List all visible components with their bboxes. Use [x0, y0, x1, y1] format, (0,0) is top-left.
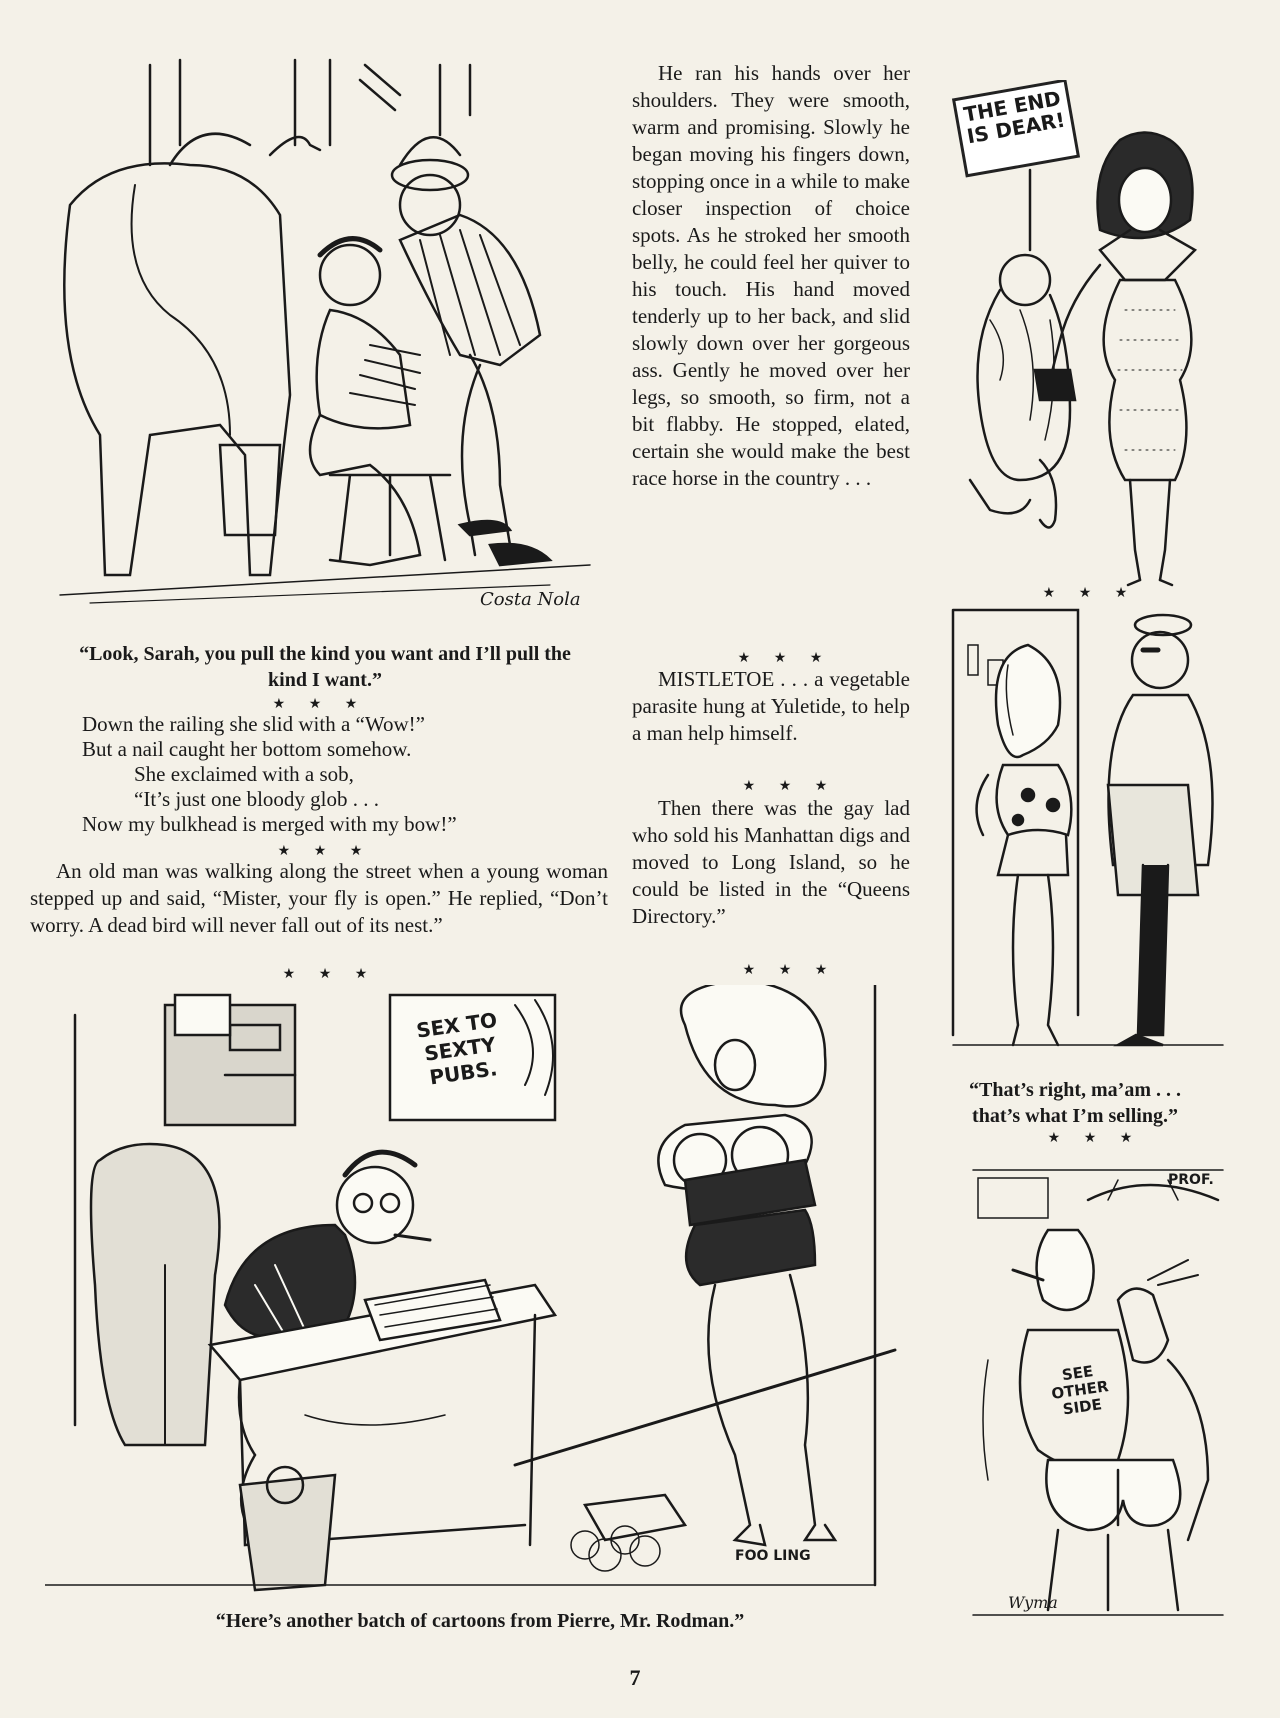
limerick-line: But a nail caught her bottom somehow. [82, 737, 412, 761]
cartoon-selling [948, 605, 1230, 1060]
cartoon-end-is-dear [950, 80, 1230, 590]
queens-joke: Then there was the gay lad who sold his Manhattan digs and moved to Long Island, so he could be listed in the “Queens Directory.” [632, 796, 910, 928]
cartoon-office-caption: “Here’s another batch of cartoons from Pierre, Mr. Rodman.” [215, 1610, 745, 1632]
prof-sign: PROF. [1168, 1172, 1214, 1188]
separator-stars: ★ ★ ★ [277, 844, 373, 859]
cartoon-milking-signature: Costa Nola [480, 589, 581, 610]
limerick-line: She exclaimed with a sob, [134, 762, 354, 786]
separator-stars: ★ ★ ★ [737, 651, 833, 666]
limerick-line: Now my bulkhead is merged with my bow!” [82, 812, 457, 836]
limerick [82, 712, 602, 837]
mistletoe-joke: MISTLETOE . . . a vegetable parasite hung at Yuletide, to help a man help himself. [632, 667, 910, 745]
cartoon-office-signature: FOO LING [735, 1548, 811, 1564]
limerick-line: Down the railing she slid with a “Wow!” [82, 712, 425, 736]
separator-stars: ★ ★ ★ [1042, 586, 1138, 601]
cartoon-milking [30, 55, 605, 615]
cartoon-milking-caption: “Look, Sarah, you pull the kind you want and I’ll pull the kind I want.” [79, 643, 571, 691]
limerick-line: “It’s just one bloody glob . . . [134, 787, 379, 811]
race-horse-joke: He ran his hands over her shoulders. They were smooth, warm and promising. Slowly he began moving his fingers down, stopping once in a while to make closer inspection of choice spots. As he stroked her smooth belly, he could feel her quiver to his touch. His hand moved tenderly up to her back, and slid slowly down over her gorgeous ass. Gently he moved over her legs, so smooth, so firm, not a bit flabby. He stopped, elated, certain she would make the best race horse in the country . . . [632, 61, 910, 490]
page-number: 7 [629, 1665, 641, 1690]
separator-stars: ★ ★ ★ [1047, 1131, 1143, 1146]
end-is-dear-sign: THE END IS DEAR! [952, 80, 1080, 177]
cartoon-see-other-side-signature: Wyma [1008, 1593, 1058, 1612]
separator-stars: ★ ★ ★ [272, 697, 368, 712]
separator-stars: ★ ★ ★ [742, 963, 838, 978]
cartoon-selling-drawing [948, 605, 1230, 1060]
separator-stars: ★ ★ ★ [282, 967, 378, 982]
old-man-joke: An old man was walking along the street when a young woman stepped up and said, “Mister, your fly is open.” He replied, “Don’t worry. A dead bird will never fall out of its nest.” [30, 859, 608, 937]
office-poster: SEX TO SEXTY PUBS. [414, 1007, 499, 1090]
cartoon-milking-drawing [30, 55, 605, 615]
cartoon-selling-caption: “That’s right, ma’am . . . that’s what I’m selling.” [968, 1079, 1182, 1127]
see-other-side-text: SEE OTHER SIDE [1050, 1362, 1110, 1419]
cartoon-see-other-side [968, 1160, 1230, 1630]
cartoon-office [45, 985, 935, 1600]
separator-stars: ★ ★ ★ [742, 779, 838, 794]
